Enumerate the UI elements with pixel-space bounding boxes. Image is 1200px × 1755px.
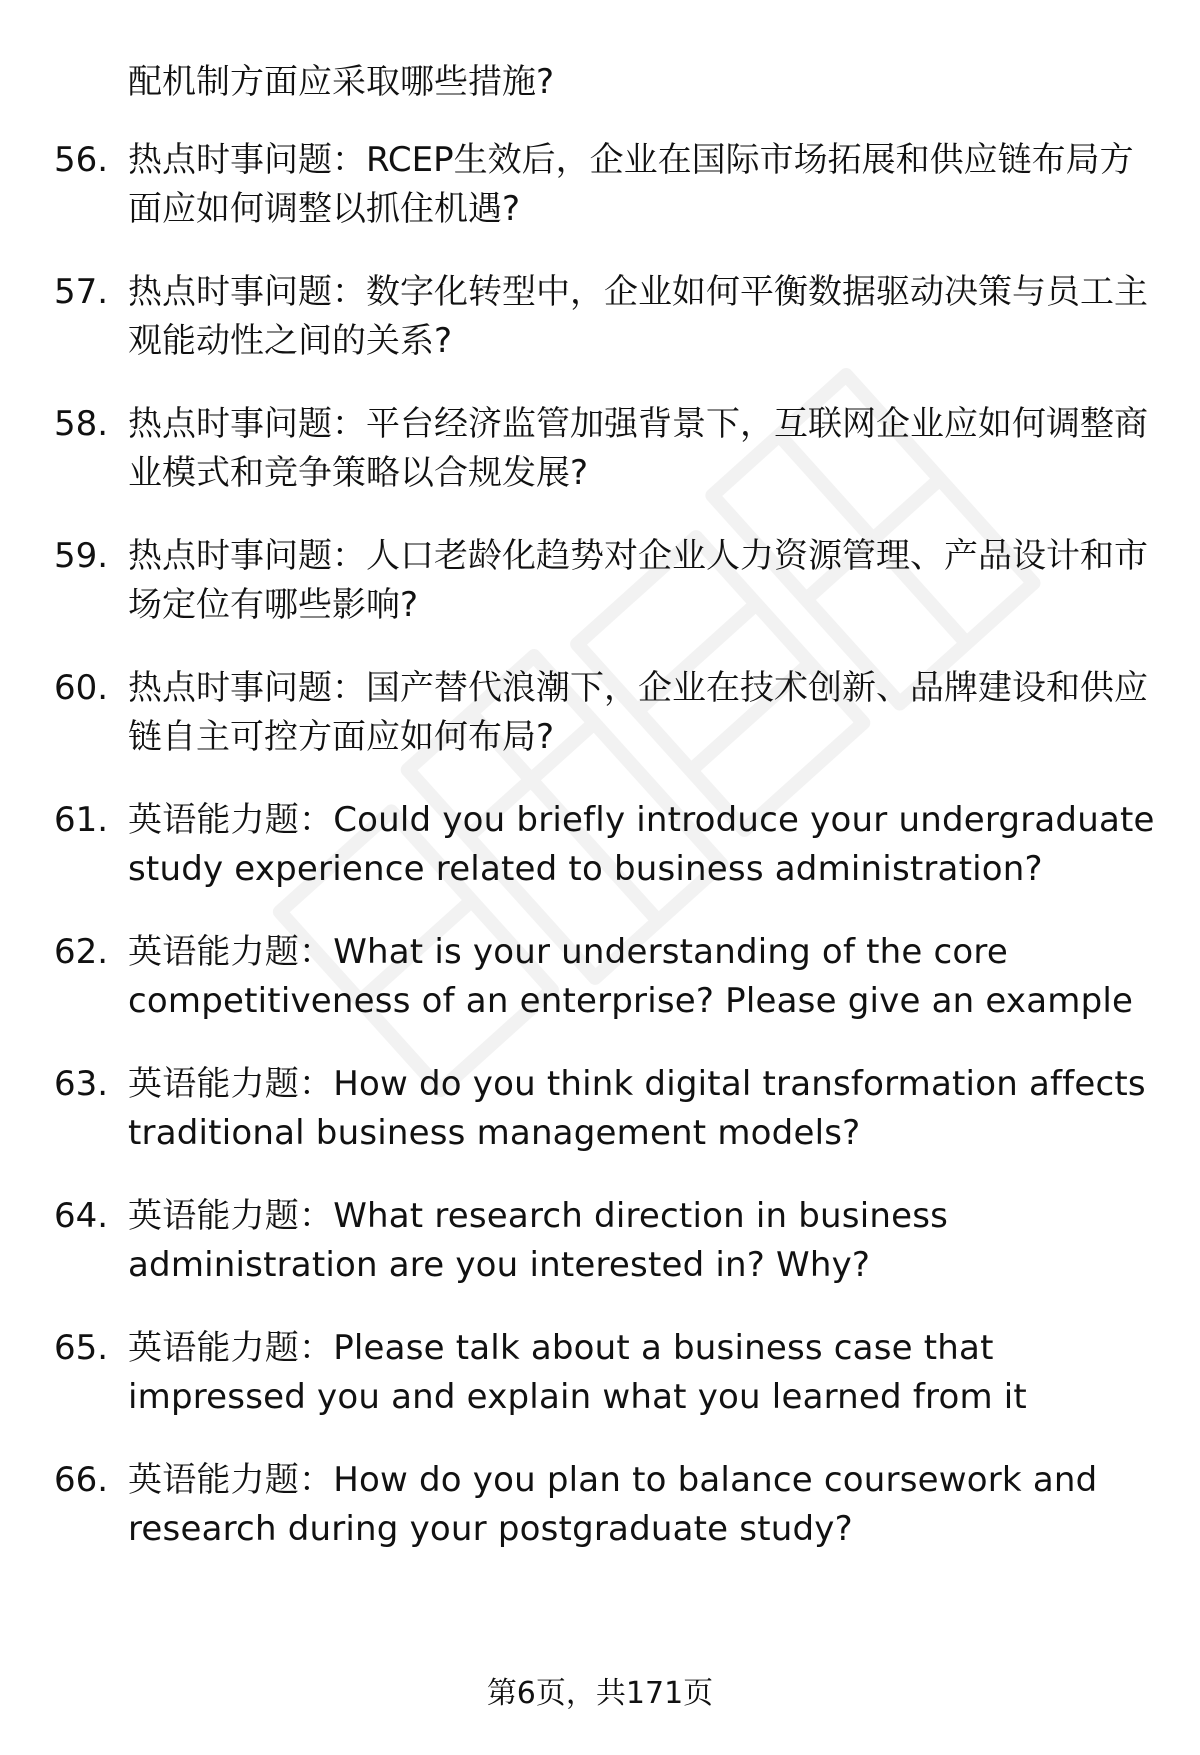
question-text: 热点时事问题：国产替代浪潮下，企业在技术创新、品牌建设和供应链自主可控方面应如何布局? bbox=[128, 668, 1148, 757]
page-footer: 第6页，共171页 bbox=[486, 1676, 714, 1711]
question-item bbox=[0, 1456, 1200, 1554]
question-number: 56. bbox=[54, 140, 109, 180]
question-item bbox=[0, 136, 1200, 234]
question-list bbox=[0, 136, 1200, 1588]
question-item bbox=[0, 796, 1200, 894]
question-item bbox=[0, 1324, 1200, 1422]
continued-question-text: 配机制方面应采取哪些措施? bbox=[128, 62, 555, 102]
question-text: 英语能力题：Please talk about a business case that impressed you and explain what you learned from it bbox=[128, 1328, 1027, 1417]
question-number: 58. bbox=[54, 404, 109, 444]
question-item bbox=[0, 1192, 1200, 1290]
question-item bbox=[0, 1060, 1200, 1158]
question-number: 60. bbox=[54, 668, 109, 708]
question-item bbox=[0, 664, 1200, 762]
question-item bbox=[0, 532, 1200, 630]
question-text: 热点时事问题：平台经济监管加强背景下，互联网企业应如何调整商业模式和竞争策略以合规发展? bbox=[128, 404, 1148, 493]
question-item bbox=[0, 268, 1200, 366]
question-text: 英语能力题：How do you plan to balance coursework and research during your postgraduate study? bbox=[128, 1460, 1098, 1549]
question-text: 热点时事问题：RCEP生效后，企业在国际市场拓展和供应链布局方面应如何调整以抓住机遇? bbox=[128, 140, 1134, 229]
question-text: 英语能力题：How do you think digital transformation affects traditional business management models? bbox=[128, 1064, 1146, 1153]
question-text: 热点时事问题：数字化转型中，企业如何平衡数据驱动决策与员工主观能动性之间的关系? bbox=[128, 272, 1148, 361]
question-number: 65. bbox=[54, 1328, 109, 1368]
question-number: 63. bbox=[54, 1064, 109, 1104]
question-number: 57. bbox=[54, 272, 109, 312]
question-text: 英语能力题：What is your understanding of the core competitiveness of an enterprise? Please give an example bbox=[128, 932, 1134, 1021]
question-text: 英语能力题：Could you briefly introduce your undergraduate study experience related to business administration? bbox=[128, 800, 1155, 889]
question-number: 66. bbox=[54, 1460, 109, 1500]
question-number: 62. bbox=[54, 932, 109, 972]
question-text: 热点时事问题：人口老龄化趋势对企业人力资源管理、产品设计和市场定位有哪些影响? bbox=[128, 536, 1148, 625]
question-number: 61. bbox=[54, 800, 109, 840]
question-number: 64. bbox=[54, 1196, 109, 1236]
question-text: 英语能力题：What research direction in business administration are you interested in? Why? bbox=[128, 1196, 949, 1285]
question-number: 59. bbox=[54, 536, 109, 576]
question-item bbox=[0, 400, 1200, 498]
question-item bbox=[0, 928, 1200, 1026]
